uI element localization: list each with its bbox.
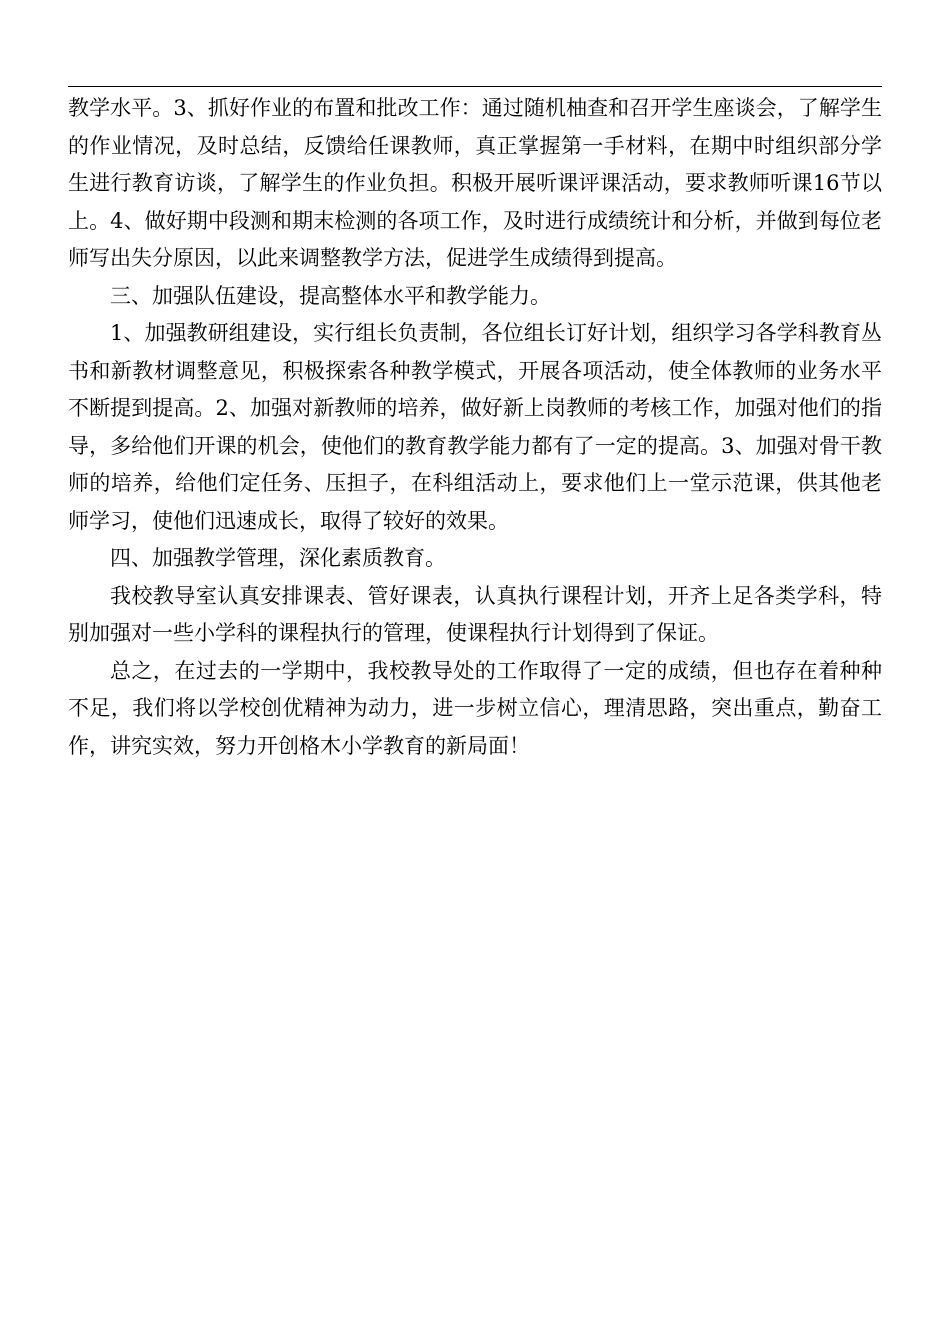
paragraph-conclusion: 总之，在过去的一学期中，我校教导处的工作取得了一定的成绩，但也存在着种种不足，我们将以学校创优精神为动力，进一步树立信心，理清思路，突出重点，勤奋工作，讲究实效，努力开创格木小学教育的新局面！ [68,658,882,758]
header-rule [68,86,882,87]
paragraph-continuation: 教学水平。3、抓好作业的布置和批改工作：通过随机柚查和召开学生座谈会，了解学生的作业情况，及时总结，反馈给任课教师，真正掌握第一手材料，在期中时组织部分学生进行教育访谈，了解学生的作业负担。积极开展听课评课活动，要求教师听课16节以上。4、做好期中段测和期末检测的各项工作，及时进行成绩统计和分析，并做到每位老师写出失分原因，以此来调整教学方法，促进学生成绩得到提高。 [68,96,882,270]
paragraph-teaching-management: 我校教导室认真安排课表、管好课表，认真执行课程计划，开齐上足各类学科，特别加强对一些小学科的课程执行的管理，使课程执行计划得到了保证。 [68,583,882,645]
document-body [68,90,882,765]
section-heading-teaching-management: 四、加强教学管理，深化素质教育。 [110,546,446,570]
paragraph-team-building: 1、加强教研组建设，实行组长负责制，各位组长订好计划，组织学习各学科教育丛书和新教材调整意见，积极探索各种教学模式，开展各项活动，使全体教师的业务水平不断提到提高。2、加强对新教师的培养，做好新上岗教师的考核工作，加强对他们的指导，多给他们开课的机会，使他们的教育教学能力都有了一定的提高。3、加强对骨干教师的培养，给他们定任务、压担子，在科组活动上，要求他们上一堂示范课，供其他老师学习，使他们迅速成长，取得了较好的效果。 [68,321,882,533]
section-heading-team-building: 三、加强队伍建设，提高整体水平和教学能力。 [110,283,551,308]
